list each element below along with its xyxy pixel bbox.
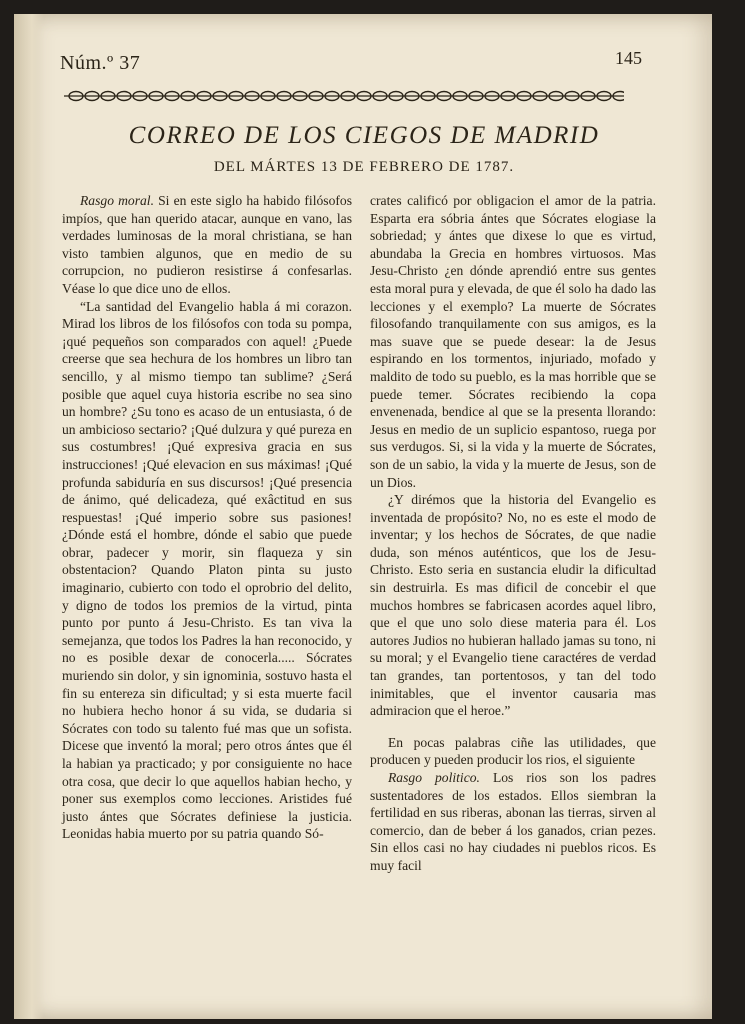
right-column xyxy=(370,192,656,875)
newspaper-page xyxy=(14,14,712,1019)
quote-continuation: crates calificó por obligacion el amor de la patria. Esparta era sóbria ántes que Sócrates elogiase la sobriedad; y ántes que dixese lo que es virtud, abundaba la Grecia en hombres virtuosos. Mas Jesu-Christo ¿en dónde aprendió entre sus gentes esta moral pura y elevada, de que él solo ha dado las lecciones y el exemplo? La muerte de Sócrates filosofando tranquilamente con sus amigos, es la mas suave que se puede desear: la de Jesus espirando en los tormentos, injuriado, mofado y maldito de todo su pueblo, es la mas horrible que se puede temer. Sócrates recibiendo la copa envenenada, bendice al que se la presenta llorando: Jesus en medio de un suplicio espantoso, ruega por sus verdugos. Si, si la vida y la muerte de Sócrates, son de un sabio, la vida y la muerte de Jesus, son de un Dios. xyxy=(370,193,656,490)
page-number: 145 xyxy=(615,48,642,68)
intro-paragraph: En pocas palabras ciñe las utilidades, que producen y pueden producir los rios, el siguiente xyxy=(370,734,656,768)
ornamental-rule xyxy=(64,84,624,108)
quote-paragraph-2: ¿Y dirémos que la historia del Evangelio es inventada de propósito? No, no es este el modo de inventar; y los hechos de Sócrates, de que nadie duda, son ménos auténticos, que los de Jesu-Christo. Esto seria en sustancia eludir la dificultad sin destruirla. Es mas dificil de concebir el que muchos hombres se fabricasen acordes aquel libro, que el que uno solo diese materia para él. Los autores Judios no hubieran hallado jamas su tono, ni su moral; y el Evangelio tiene caractéres de verdad tan grandes, tan portentosos, y tan del todo inimitables, que el inventor causaria mas admiracion que el heroe.” xyxy=(370,492,656,719)
article-paragraph xyxy=(62,192,352,298)
date-line: DEL MÁRTES 13 DE FEBRERO DE 1787. xyxy=(213,159,515,175)
newspaper-title: CORREO DE LOS CIEGOS DE MADRID xyxy=(128,122,600,149)
issue-number: Núm.º 37 xyxy=(60,52,141,74)
left-column xyxy=(62,192,352,843)
paragraph-text: Los rios son los padres sustentadores de los estados. Ellos siembran la fertilidad en sus riberas, abonan las tierras, sirven al comercio, dan de beber á los ganados, crian pezes. Sin ellos casi no hay ciudades ni pueblos ricos. Es muy facil xyxy=(370,770,656,873)
section-lead-politico: Rasgo politico. xyxy=(388,770,480,785)
article-paragraph-politico xyxy=(370,769,656,875)
paragraph-text: Si en este siglo ha habido filósofos impíos, que han querido atacar, aunque en vano, las verdades luminosas de la moral christiana, se han visto tambien algunos, que en medio de su corrupcion, no pudieron resistirse á confesarlas. Véase lo que dice uno de ellos. xyxy=(62,193,352,296)
section-lead-moral: Rasgo moral. xyxy=(80,193,154,208)
quote-paragraph: “La santidad del Evangelio habla á mi corazon. Mirad los libros de los filósofos con toda su pompa, ¡qué pequeños son comparados con aquel! ¿Puede creerse que sea hechura de los hombres un libro tan sencillo, y al mismo tiempo tan sublime? ¿Será posible que aquel cuya historia escribe no sea sino un hombre? ¿Su tono es acaso de un entusiasta, ó de un ambicioso sectario? ¡Qué dulzura y qué pureza en sus costumbres! ¡Qué expresiva gracia en sus instrucciones! ¡Qué elevacion en sus máximas! ¡Qué profunda sabiduría en sus discursos! ¡Qué presencia de ánimo, qué delicadeza, qué exâctitud en sus respuestas! ¡Qué imperio sobre sus pasiones! ¿Dónde está el hombre, dónde el sabio que puede obrar, padecer y morir, sin flaqueza y sin obstentacion? Quando Platon pinta su justo imaginario, cubierto con todo el oprobrio del delito, y digno de todos los premios de la virtud, pinta punto por punto á Jesu-Christo. Es tan viva la semejanza, que todos los Padres la han reconocido, y no es posible dexar de conocerla..... Sócrates muriendo sin dolor, y sin ignominia, sostuvo hasta el fin su entereza sin dificultad; y si esta muerte facil no hubiera hecho honor á su vida, se dudaria si Sócrates con todo su talento fué mas que un sofista. Dicese que inventó la moral; pero otros ántes que él la habian ya practicado; y por consiguiente no hace otra cosa, que decir lo que aquellos habian hecho, y poner sus exemplos como lecciones. Aristides fué justo ántes que Sócrates definiese la justicia. Leonidas habia muerto por su patria quando Só- xyxy=(62,298,352,842)
page-gutter xyxy=(14,14,44,1019)
